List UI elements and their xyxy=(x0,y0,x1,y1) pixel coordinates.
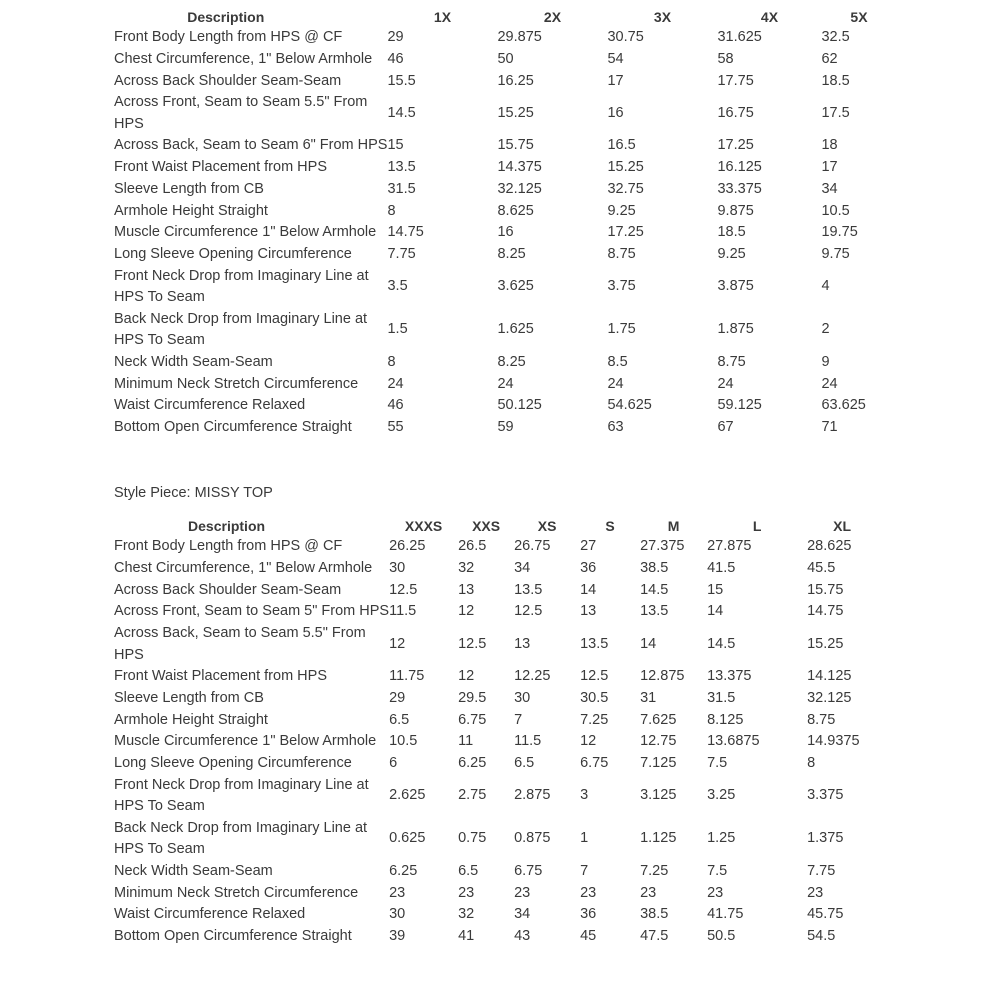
measurement-value: 1.875 xyxy=(717,321,754,338)
measurement-value: 29.5 xyxy=(458,689,487,706)
measurement-value: 54.5 xyxy=(807,928,836,944)
measurement-description: Neck Width Seam-Seam xyxy=(114,353,273,370)
measurement-description: Front Neck Drop from Imaginary Line at HPS To Seam xyxy=(114,776,369,815)
measurement-value: 12.5 xyxy=(389,581,418,598)
measurement-value: 3.25 xyxy=(707,787,736,804)
measurement-value: 16 xyxy=(607,104,624,121)
measurement-value: 63 xyxy=(607,419,624,435)
measurement-value: 14.9375 xyxy=(807,733,860,750)
table-row xyxy=(114,395,896,417)
measurement-value: 7.75 xyxy=(807,862,836,879)
measurement-value: 41 xyxy=(458,928,475,944)
measurement-value: 16 xyxy=(497,224,514,241)
table-row xyxy=(114,49,896,71)
measurement-value: 29 xyxy=(387,29,404,45)
measurement-value: 9.25 xyxy=(717,246,746,262)
measurement-value: 17.25 xyxy=(607,224,644,241)
measurement-value: 15.75 xyxy=(497,137,534,154)
measurement-value: 23 xyxy=(640,884,657,901)
measurement-value: 13.5 xyxy=(514,581,543,598)
measurement-value: 7.5 xyxy=(707,862,728,879)
size-header: 1X xyxy=(433,8,452,25)
table-row xyxy=(114,904,877,926)
measurement-value: 14.75 xyxy=(387,224,424,241)
measurement-value: 8 xyxy=(387,202,396,219)
plus-size-spec-table xyxy=(114,6,896,439)
measurement-value: 45 xyxy=(580,928,597,944)
table-row xyxy=(114,27,896,49)
size-header: M xyxy=(667,517,680,534)
table-row xyxy=(114,818,877,861)
measurement-value: 17 xyxy=(607,72,624,89)
measurement-value: 71 xyxy=(821,419,838,435)
measurement-value: 39 xyxy=(389,928,406,944)
measurement-description: Bottom Open Circumference Straight xyxy=(114,419,352,436)
measurement-value: 8.125 xyxy=(707,711,744,728)
measurement-description: Across Front, Seam to Seam 5" From HPS xyxy=(114,603,390,620)
measurement-description: Across Back Shoulder Seam-Seam xyxy=(114,72,342,89)
measurement-value: 14 xyxy=(707,603,724,620)
measurement-value: 17 xyxy=(821,159,838,175)
measurement-value: 28.625 xyxy=(807,538,852,554)
size-header: 2X xyxy=(543,8,562,25)
measurement-value: 32 xyxy=(458,906,475,923)
table-row xyxy=(114,244,896,266)
measurement-value: 8 xyxy=(807,755,816,771)
measurement-value: 30 xyxy=(389,906,406,923)
measurement-value: 2 xyxy=(821,321,830,338)
measurement-value: 32.125 xyxy=(497,180,542,197)
measurement-value: 16.75 xyxy=(717,104,754,121)
measurement-value: 11.5 xyxy=(389,603,417,620)
measurement-value: 12.5 xyxy=(458,635,487,652)
measurement-description: Long Sleeve Opening Circumference xyxy=(114,755,352,772)
measurement-value: 12.75 xyxy=(640,733,677,750)
measurement-value: 32.75 xyxy=(607,180,644,197)
measurement-value: 13.6875 xyxy=(707,733,760,750)
measurement-value: 2.875 xyxy=(514,787,551,804)
measurement-value: 9.875 xyxy=(717,202,754,219)
measurement-value: 8 xyxy=(387,353,396,370)
measurement-value: 0.75 xyxy=(458,830,487,847)
measurement-value: 6.5 xyxy=(514,755,535,771)
size-header: XS xyxy=(537,517,557,534)
measurement-value: 17.75 xyxy=(717,72,754,89)
measurement-value: 29 xyxy=(389,689,406,706)
measurement-value: 11.5 xyxy=(514,733,542,750)
measurement-value: 24 xyxy=(387,375,404,392)
table-row xyxy=(114,731,877,753)
measurement-value: 36 xyxy=(580,906,597,923)
measurement-value: 50.5 xyxy=(707,928,736,944)
measurement-value: 3 xyxy=(580,787,589,804)
plus-table-body xyxy=(114,27,896,439)
measurement-value: 3.125 xyxy=(640,787,677,804)
measurement-value: 7 xyxy=(580,862,589,879)
measurement-value: 32.125 xyxy=(807,689,852,706)
table-row xyxy=(114,688,877,710)
table-row xyxy=(114,753,877,775)
measurement-value: 3.375 xyxy=(807,787,844,804)
measurement-value: 14 xyxy=(640,635,657,652)
table-row xyxy=(114,374,896,396)
size-header: XL xyxy=(833,517,852,534)
size-header: 5X xyxy=(850,8,868,25)
table-row xyxy=(114,222,896,244)
measurement-value: 34 xyxy=(514,906,531,923)
table-row xyxy=(114,352,896,374)
table-row xyxy=(114,861,877,883)
plus-header-row xyxy=(114,6,896,27)
measurement-value: 43 xyxy=(514,928,531,944)
measurement-value: 11.75 xyxy=(389,668,425,684)
measurement-value: 16.25 xyxy=(497,72,534,89)
measurement-value: 23 xyxy=(458,884,475,901)
measurement-description: Front Waist Placement from HPS xyxy=(114,668,327,685)
measurement-description: Armhole Height Straight xyxy=(114,711,268,728)
measurement-value: 14.5 xyxy=(387,104,416,121)
measurement-value: 10.5 xyxy=(821,202,850,219)
measurement-value: 3.875 xyxy=(717,278,754,295)
measurement-value: 7.125 xyxy=(640,755,677,771)
measurement-value: 12 xyxy=(580,733,597,750)
size-header: XXS xyxy=(472,517,501,534)
measurement-description: Sleeve Length from CB xyxy=(114,180,264,197)
measurement-value: 34 xyxy=(821,180,838,197)
measurement-value: 8.25 xyxy=(497,353,526,370)
table-row xyxy=(114,883,877,905)
measurement-value: 18.5 xyxy=(821,72,850,89)
measurement-description: Across Front, Seam to Seam 5.5" From HPS xyxy=(114,94,368,132)
measurement-value: 11 xyxy=(458,733,474,750)
measurement-value: 30.75 xyxy=(607,29,644,45)
measurement-value: 63.625 xyxy=(821,397,866,414)
measurement-value: 34 xyxy=(514,559,531,576)
style-piece-label: Style Piece: MISSY TOP xyxy=(114,485,273,501)
measurement-value: 50 xyxy=(497,50,514,67)
measurement-value: 31.5 xyxy=(387,180,416,197)
measurement-value: 13 xyxy=(458,581,475,598)
measurement-value: 18 xyxy=(821,137,838,154)
table-row xyxy=(114,179,896,201)
measurement-value: 1.125 xyxy=(640,830,677,847)
measurement-value: 16.125 xyxy=(717,159,762,175)
measurement-value: 62 xyxy=(821,50,838,67)
measurement-description: Front Waist Placement from HPS xyxy=(114,159,327,176)
measurement-value: 41.75 xyxy=(707,906,744,923)
measurement-value: 3.625 xyxy=(497,278,534,295)
measurement-value: 67 xyxy=(717,419,734,435)
measurement-value: 13 xyxy=(580,603,597,620)
measurement-value: 46 xyxy=(387,397,404,414)
measurement-value: 10.5 xyxy=(389,733,418,750)
measurement-description: Neck Width Seam-Seam xyxy=(114,862,273,879)
measurement-value: 15.25 xyxy=(807,635,844,652)
measurement-value: 7.25 xyxy=(580,711,609,728)
measurement-value: 0.875 xyxy=(514,830,551,847)
measurement-value: 17.5 xyxy=(821,104,850,121)
measurement-value: 59.125 xyxy=(717,397,762,414)
measurement-value: 12.875 xyxy=(640,668,685,684)
table-row xyxy=(114,775,877,818)
measurement-value: 14.5 xyxy=(640,581,669,598)
measurement-value: 31.625 xyxy=(717,29,762,45)
measurement-value: 13.5 xyxy=(387,159,416,175)
table-row xyxy=(114,71,896,93)
measurement-description: Muscle Circumference 1" Below Armhole xyxy=(114,733,377,750)
measurement-value: 45.75 xyxy=(807,906,844,923)
size-header: 3X xyxy=(653,8,672,25)
measurement-value: 12.25 xyxy=(514,668,551,684)
table-row xyxy=(114,157,896,179)
measurement-value: 9.75 xyxy=(821,246,850,262)
measurement-value: 2.625 xyxy=(389,787,426,804)
measurement-value: 1.625 xyxy=(497,321,534,338)
description-header: Description xyxy=(188,517,266,534)
table-row xyxy=(114,666,877,688)
measurement-value: 1.5 xyxy=(387,321,408,338)
table-row xyxy=(114,536,877,558)
measurement-value: 24 xyxy=(717,375,734,392)
measurement-value: 30.5 xyxy=(580,689,609,706)
measurement-description: Across Back Shoulder Seam-Seam xyxy=(114,581,342,598)
measurement-value: 6 xyxy=(389,755,398,771)
measurement-value: 23 xyxy=(514,884,531,901)
measurement-value: 38.5 xyxy=(640,906,669,923)
measurement-value: 17.25 xyxy=(717,137,754,154)
measurement-description: Waist Circumference Relaxed xyxy=(114,397,306,414)
size-header: XXXS xyxy=(404,517,443,534)
table-row xyxy=(114,580,877,602)
measurement-description: Minimum Neck Stretch Circumference xyxy=(114,884,359,901)
measurement-value: 8.625 xyxy=(497,202,534,219)
measurement-value: 6.25 xyxy=(458,755,487,771)
measurement-description: Long Sleeve Opening Circumference xyxy=(114,246,352,263)
measurement-value: 15 xyxy=(707,581,724,598)
measurement-value: 1.375 xyxy=(807,830,844,847)
measurement-value: 30 xyxy=(514,689,531,706)
measurement-value: 23 xyxy=(389,884,406,901)
measurement-value: 13 xyxy=(514,635,531,652)
measurement-value: 24 xyxy=(821,375,838,392)
table-row xyxy=(114,601,877,623)
measurement-value: 3.5 xyxy=(387,278,408,295)
measurement-description: Waist Circumference Relaxed xyxy=(114,906,306,923)
measurement-value: 46 xyxy=(387,50,404,67)
measurement-value: 47.5 xyxy=(640,928,669,944)
measurement-value: 13.5 xyxy=(580,635,609,652)
measurement-value: 58 xyxy=(717,50,734,67)
measurement-value: 18.5 xyxy=(717,224,746,241)
measurement-value: 8.75 xyxy=(807,711,836,728)
measurement-value: 26.5 xyxy=(458,538,487,554)
measurement-value: 19.75 xyxy=(821,224,858,241)
size-header: S xyxy=(605,517,615,534)
measurement-value: 31 xyxy=(640,689,657,706)
measurement-value: 14.125 xyxy=(807,668,852,684)
measurement-value: 27.875 xyxy=(707,538,752,554)
size-header: L xyxy=(752,517,762,534)
measurement-value: 24 xyxy=(607,375,624,392)
measurement-value: 27 xyxy=(580,538,597,554)
measurement-description: Across Back, Seam to Seam 6" From HPS xyxy=(114,137,388,154)
measurement-value: 7.75 xyxy=(387,246,416,262)
table-row xyxy=(114,417,896,439)
measurement-value: 59 xyxy=(497,419,514,435)
measurement-value: 23 xyxy=(580,884,597,901)
measurement-description: Front Body Length from HPS @ CF xyxy=(114,29,343,46)
measurement-value: 14.375 xyxy=(497,159,542,175)
measurement-description: Back Neck Drop from Imaginary Line at HPS To Seam xyxy=(114,819,368,858)
measurement-value: 0.625 xyxy=(389,830,426,847)
measurement-value: 41.5 xyxy=(707,559,736,576)
measurement-value: 9 xyxy=(821,353,830,370)
measurement-value: 55 xyxy=(387,419,404,435)
measurement-value: 36 xyxy=(580,559,597,576)
table-row xyxy=(114,623,877,666)
measurement-value: 4 xyxy=(821,278,830,295)
measurement-value: 24 xyxy=(497,375,514,392)
measurement-value: 6.75 xyxy=(514,862,543,879)
missy-header-row xyxy=(114,515,877,536)
measurement-description: Across Back, Seam to Seam 5.5" From HPS xyxy=(114,625,366,663)
measurement-value: 3.75 xyxy=(607,278,636,295)
measurement-description: Back Neck Drop from Imaginary Line at HPS To Seam xyxy=(114,310,368,349)
measurement-value: 45.5 xyxy=(807,559,836,576)
table-row xyxy=(114,266,896,309)
missy-table-body xyxy=(114,536,877,948)
measurement-value: 15.75 xyxy=(807,581,844,598)
measurement-value: 14.75 xyxy=(807,603,844,620)
measurement-value: 6.75 xyxy=(458,711,487,728)
measurement-value: 32 xyxy=(458,559,475,576)
measurement-description: Bottom Open Circumference Straight xyxy=(114,928,352,945)
measurement-value: 12.5 xyxy=(580,668,609,684)
measurement-value: 13.375 xyxy=(707,668,752,684)
description-header: Description xyxy=(187,8,265,25)
table-row xyxy=(114,309,896,352)
measurement-value: 7 xyxy=(514,711,523,728)
measurement-value: 14.5 xyxy=(707,635,736,652)
measurement-value: 14 xyxy=(580,581,597,598)
measurement-value: 50.125 xyxy=(497,397,542,414)
measurement-value: 2.75 xyxy=(458,787,487,804)
measurement-value: 8.75 xyxy=(717,353,746,370)
measurement-value: 8.75 xyxy=(607,246,636,262)
measurement-value: 1.75 xyxy=(607,321,636,338)
measurement-value: 23 xyxy=(707,884,724,901)
measurement-value: 16.5 xyxy=(607,137,636,154)
table-row xyxy=(114,135,896,157)
measurement-value: 9.25 xyxy=(607,202,636,219)
measurement-description: Minimum Neck Stretch Circumference xyxy=(114,375,359,392)
measurement-value: 6.25 xyxy=(389,862,418,879)
measurement-value: 31.5 xyxy=(707,689,736,706)
measurement-value: 29.875 xyxy=(497,29,542,45)
measurement-value: 15.25 xyxy=(497,104,534,121)
measurement-value: 1.25 xyxy=(707,830,736,847)
measurement-value: 7.25 xyxy=(640,862,669,879)
measurement-value: 54 xyxy=(607,50,624,67)
measurement-value: 6.5 xyxy=(389,711,410,728)
measurement-description: Chest Circumference, 1" Below Armhole xyxy=(114,559,373,576)
measurement-value: 7.5 xyxy=(707,755,728,771)
table-row xyxy=(114,710,877,732)
missy-size-spec-table xyxy=(114,515,877,948)
size-header: 4X xyxy=(760,8,779,25)
measurement-value: 8.25 xyxy=(497,246,526,262)
measurement-value: 6.5 xyxy=(458,862,479,879)
measurement-description: Muscle Circumference 1" Below Armhole xyxy=(114,224,377,241)
measurement-value: 23 xyxy=(807,884,824,901)
measurement-value: 12 xyxy=(389,635,406,652)
measurement-value: 6.75 xyxy=(580,755,609,771)
measurement-value: 15.5 xyxy=(387,72,416,89)
measurement-value: 7.625 xyxy=(640,711,677,728)
measurement-value: 26.25 xyxy=(389,538,426,554)
table-row xyxy=(114,92,896,135)
table-row xyxy=(114,926,877,948)
measurement-value: 8.5 xyxy=(607,353,628,370)
measurement-value: 1 xyxy=(580,830,589,847)
measurement-description: Chest Circumference, 1" Below Armhole xyxy=(114,50,373,67)
measurement-value: 26.75 xyxy=(514,538,551,554)
measurement-description: Front Body Length from HPS @ CF xyxy=(114,538,343,555)
measurement-value: 12 xyxy=(458,603,475,620)
measurement-value: 15.25 xyxy=(607,159,644,175)
measurement-description: Sleeve Length from CB xyxy=(114,689,264,706)
measurement-description: Armhole Height Straight xyxy=(114,202,268,219)
measurement-value: 12 xyxy=(458,668,475,684)
measurement-value: 54.625 xyxy=(607,397,652,414)
measurement-value: 12.5 xyxy=(514,603,543,620)
measurement-value: 30 xyxy=(389,559,406,576)
table-row xyxy=(114,201,896,223)
measurement-value: 13.5 xyxy=(640,603,669,620)
measurement-value: 33.375 xyxy=(717,180,762,197)
measurement-value: 15 xyxy=(387,137,404,154)
measurement-description: Front Neck Drop from Imaginary Line at HPS To Seam xyxy=(114,267,369,306)
measurement-value: 32.5 xyxy=(821,29,850,45)
table-row xyxy=(114,558,877,580)
measurement-value: 38.5 xyxy=(640,559,669,576)
measurement-value: 27.375 xyxy=(640,538,685,554)
